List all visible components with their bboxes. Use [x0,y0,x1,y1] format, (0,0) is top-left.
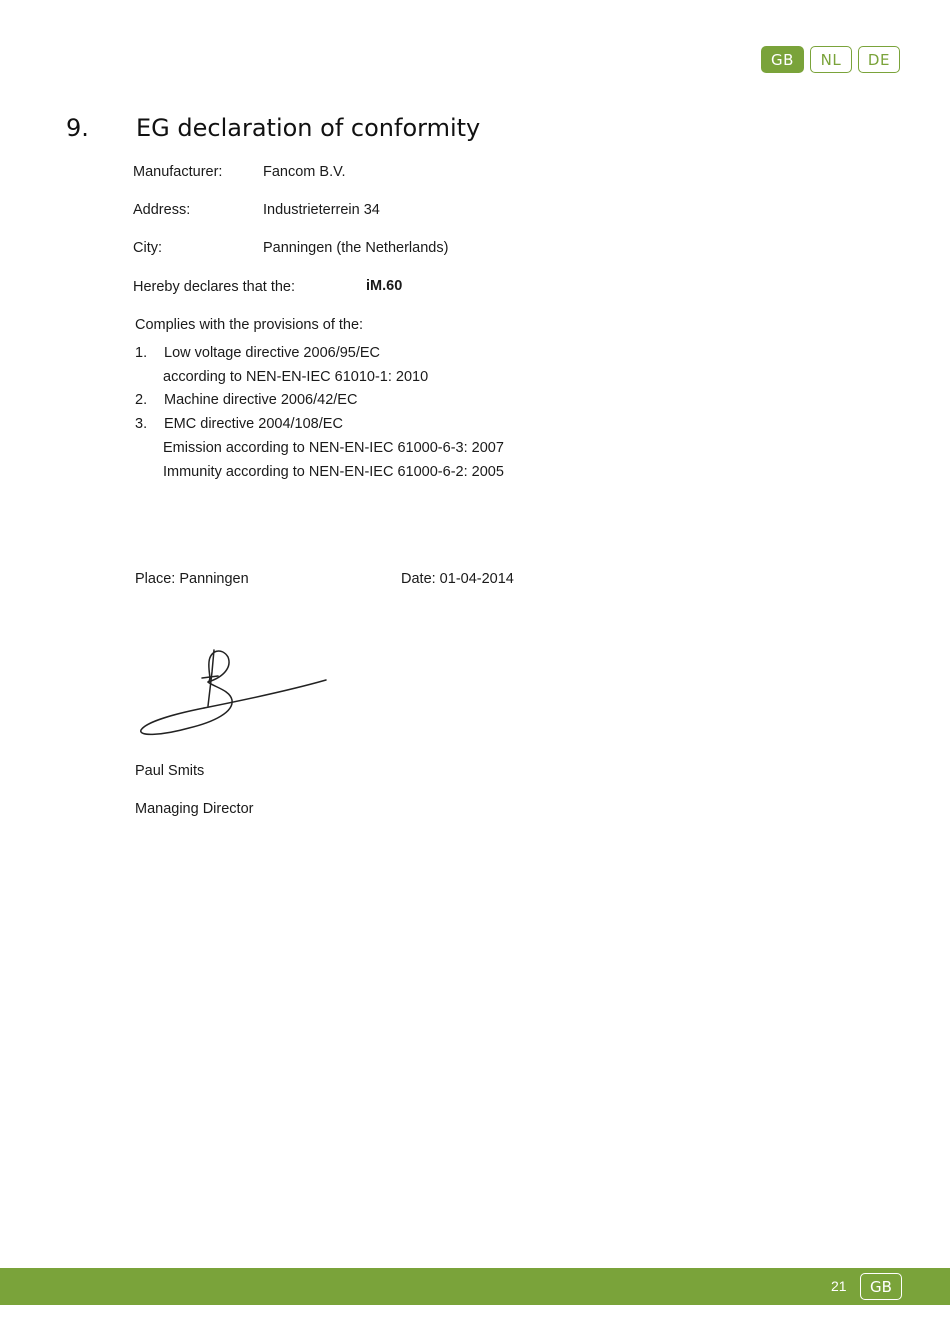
directive-text: EMC directive 2004/108/EC [164,416,343,432]
address-value: Industrieterrein 34 [263,202,380,218]
directive-number: 3. [135,416,148,432]
section-title: EG declaration of conformity [136,114,481,142]
complies-intro: Complies with the provisions of the: [135,317,364,333]
lang-tab-de[interactable]: DE [858,46,900,73]
declaration-label: Hereby declares that the: [133,279,296,295]
section-number: 9. [66,114,89,142]
directive-detail: according to NEN-EN-IEC 61010-1: 2010 [163,369,429,385]
manufacturer-value: Fancom B.V. [263,164,346,180]
date-text: Date: 01-04-2014 [401,571,514,587]
address-label: Address: [133,202,191,218]
place-text: Place: Panningen [135,571,249,587]
footer-bar [0,1268,950,1305]
signatory-name: Paul Smits [135,763,205,779]
signature-image [134,642,334,742]
manufacturer-label: Manufacturer: [133,164,223,180]
page-number: 21 [831,1278,847,1294]
signatory-title: Managing Director [135,801,254,817]
directive-number: 1. [135,345,148,361]
directive-text: Machine directive 2006/42/EC [164,392,358,408]
lang-tab-nl[interactable]: NL [810,46,852,73]
lang-tab-gb[interactable]: GB [761,46,804,73]
language-tabs [761,46,900,73]
directive-detail: Emission according to NEN-EN-IEC 61000-6-3: 2007 [163,440,504,456]
directive-detail: Immunity according to NEN-EN-IEC 61000-6-2: 2005 [163,464,504,480]
product-name: iM.60 [366,278,403,294]
city-value: Panningen (the Netherlands) [263,240,449,256]
city-label: City: [133,240,162,256]
directive-text: Low voltage directive 2006/95/EC [164,345,381,361]
footer-language-tab: GB [860,1273,902,1300]
directive-number: 2. [135,392,148,408]
